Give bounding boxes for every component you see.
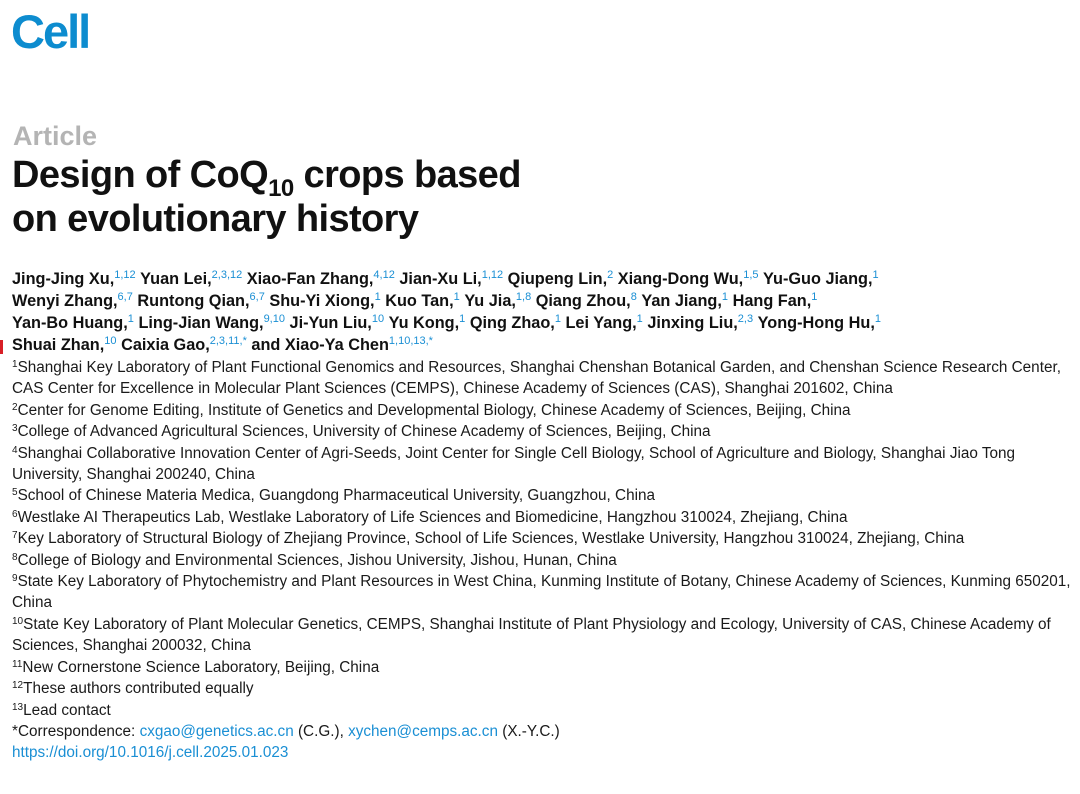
title-suffix: crops based <box>293 154 521 196</box>
author-name: Jinxing Liu, <box>647 314 738 332</box>
affiliation-number: 13 <box>12 701 24 713</box>
author <box>733 292 818 310</box>
cell-journal-logo: Cell <box>11 5 90 58</box>
red-margin-marker <box>0 340 3 354</box>
author-name: Yong-Hong Hu, <box>757 314 875 332</box>
author-name: Hang Fan, <box>732 292 812 310</box>
affiliation-number: 1 <box>12 359 18 370</box>
affiliation-text: State Key Laboratory of Phytochemistry and Plant Resources in West China, Kunming Institute of Botany, Chinese Academy of Sciences, Kunming 650201, China <box>12 573 1071 612</box>
author <box>470 314 561 332</box>
doi-link[interactable]: https://doi.org/10.1016/j.cell.2025.01.023 <box>12 744 289 762</box>
author-affiliation-sup[interactable]: 2,3,12 <box>211 269 243 281</box>
author-name: Runtong Qian, <box>137 292 250 310</box>
affiliation-item <box>12 400 1072 421</box>
affiliation-text: Shanghai Key Laboratory of Plant Functional Genomics and Resources, Shanghai Chenshan Botanical Garden, and Chenshan Science Research Center, CAS Center for Excellence in Molecular Plant Sciences (CEMPS), Chinese Academy of Sciences (CAS), Shanghai 201602, China <box>12 359 1061 398</box>
author-affiliation-sup[interactable]: 10 <box>371 313 385 325</box>
affiliation-text: Key Laboratory of Structural Biology of Zhejiang Province, School of Life Sciences, Westlake University, Hangzhou 310024, Zhejiang, China <box>17 530 965 548</box>
author <box>290 314 385 332</box>
correspondence-line <box>12 721 1072 742</box>
author <box>121 336 247 354</box>
affiliation-number: 4 <box>12 444 18 456</box>
author-row <box>12 334 1072 356</box>
author <box>140 270 242 288</box>
author-affiliation-sup[interactable]: 6,7 <box>117 291 133 303</box>
author <box>12 336 117 354</box>
author <box>565 314 642 332</box>
affiliation-item <box>12 678 1072 699</box>
article-type-label: Article <box>13 121 98 151</box>
author <box>508 270 614 288</box>
author-name: Xiao-Ya Chen <box>284 336 389 354</box>
author <box>618 270 759 288</box>
affiliation-text: State Key Laboratory of Plant Molecular Genetics, CEMPS, Shanghai Institute of Plant Physiology and Ecology, University of CAS, Chinese Academy of Sciences, Shanghai 200032, China <box>12 615 1051 655</box>
affiliation-item <box>12 507 1072 528</box>
author-name: Yu Kong, <box>388 314 460 332</box>
author-name: Yuan Lei, <box>140 270 212 288</box>
author-name: Qiang Zhou, <box>535 292 631 310</box>
author-affiliation-sup[interactable]: 9,10 <box>263 313 285 325</box>
email-link-xychen[interactable]: xychen@cemps.ac.cn <box>348 722 498 740</box>
affiliation-text: These authors contributed equally <box>23 680 254 698</box>
author-row <box>12 312 1072 334</box>
author-affiliation-sup[interactable]: 2,3,11,* <box>209 335 247 347</box>
affiliation-item <box>12 485 1072 506</box>
author-affiliation-sup[interactable]: 10 <box>104 335 117 347</box>
affiliation-number: 8 <box>12 551 18 563</box>
affiliation-text: Shanghai Collaborative Innovation Center of Agri-Seeds, Joint Center for Single Cell Biology, School of Agriculture and Biology, Shanghai Jiao Tong University, Shanghai 200240, China <box>12 444 1016 484</box>
author <box>285 336 433 354</box>
author-affiliation-sup[interactable]: 1,12 <box>114 269 136 281</box>
author <box>12 314 134 332</box>
author-name: Yu-Guo Jiang, <box>763 270 873 288</box>
author <box>647 314 753 332</box>
author <box>269 292 380 310</box>
affiliation-number: 12 <box>12 680 24 692</box>
affiliation-number: 9 <box>12 573 18 585</box>
author-affiliation-sup[interactable]: 1,5 <box>743 269 759 281</box>
title-line-2: on evolutionary history <box>12 198 419 240</box>
author <box>12 292 133 310</box>
author-name: Yan-Bo Huang, <box>12 314 128 332</box>
author-name: Caixia Gao, <box>121 336 210 354</box>
affiliation-item <box>12 528 1072 549</box>
affiliation-item <box>12 700 1072 721</box>
author <box>247 270 395 288</box>
author-affiliation-sup[interactable]: 1,10,13,* <box>388 335 433 347</box>
author <box>758 314 881 332</box>
title-subscript: 10 <box>268 175 294 202</box>
author-affiliation-sup[interactable]: 1 <box>636 313 643 325</box>
affiliation-item <box>12 421 1072 442</box>
author-name: Yu Jia, <box>464 292 516 310</box>
author-affiliation-sup[interactable]: 8 <box>630 291 637 303</box>
affiliation-text: College of Biology and Environmental Sciences, Jishou University, Jishou, Hunan, China <box>17 551 617 569</box>
title-line-1 <box>12 153 1012 202</box>
authors-conjunction: and <box>251 336 281 354</box>
affiliation-number: 11 <box>12 658 23 670</box>
author-affiliation-sup[interactable]: 1 <box>374 291 381 303</box>
author <box>536 292 637 310</box>
author <box>12 270 136 288</box>
affiliation-number: 5 <box>12 487 18 499</box>
correspondence-label: *Correspondence: <box>12 722 140 740</box>
author <box>763 270 879 288</box>
affiliation-number: 10 <box>12 615 24 627</box>
author <box>137 292 264 310</box>
affiliation-text: Westlake AI Therapeutics Lab, Westlake Laboratory of Life Sciences and Biomedicine, Hangzhou 310024, Zhejiang, China <box>17 508 848 526</box>
author-affiliation-sup[interactable]: 1 <box>453 291 460 303</box>
title-prefix: Design of CoQ <box>12 154 269 196</box>
author-name: Jian-Xu Li, <box>399 270 482 288</box>
author-name: Jing-Jing Xu, <box>12 270 115 288</box>
author-affiliation-sup[interactable]: 1 <box>127 313 134 325</box>
affiliation-number: 2 <box>12 401 18 413</box>
author-affiliation-sup[interactable]: 1 <box>721 291 729 303</box>
affiliation-text: Lead contact <box>23 701 111 719</box>
author-name: Qiupeng Lin, <box>507 270 608 288</box>
author-name: Qing Zhao, <box>469 314 555 332</box>
affiliation-text: New Cornerstone Science Laboratory, Beijing, China <box>22 658 380 676</box>
email-link-cxgao[interactable]: cxgao@genetics.ac.cn <box>139 722 294 740</box>
author-affiliation-sup[interactable]: 2 <box>607 269 614 281</box>
author-name: Kuo Tan, <box>385 292 454 310</box>
affiliation-item <box>12 657 1072 678</box>
affiliation-item <box>12 614 1072 657</box>
author-affiliation-sup[interactable]: 1 <box>811 291 818 303</box>
email2-initials: (X.-Y.C.) <box>497 722 560 740</box>
author-name: Ji-Yun Liu, <box>289 314 372 332</box>
affiliation-number: 3 <box>12 423 18 435</box>
author <box>399 270 503 288</box>
author <box>641 292 728 310</box>
author-affiliation-sup[interactable]: 4,12 <box>373 269 395 281</box>
author-name: Xiao-Fan Zhang, <box>246 270 374 288</box>
author-list <box>12 268 1072 356</box>
author-name: Ling-Jian Wang, <box>138 314 264 332</box>
author <box>385 292 460 310</box>
affiliation-text: School of Chinese Materia Medica, Guangdong Pharmaceutical University, Guangzhou, China <box>17 487 655 505</box>
affiliation-item <box>12 443 1072 486</box>
author-row <box>12 268 1072 290</box>
author <box>138 314 285 332</box>
author-name: Lei Yang, <box>565 314 637 332</box>
author-affiliation-sup[interactable]: 1 <box>874 313 882 325</box>
affiliation-item <box>12 571 1072 614</box>
affiliation-item <box>12 550 1072 571</box>
author-name: Wenyi Zhang, <box>12 292 118 310</box>
affiliation-list <box>12 357 1072 764</box>
author-name: Shuai Zhan, <box>12 336 105 354</box>
email1-initials: (C.G.), <box>293 722 349 740</box>
affiliation-number: 6 <box>12 508 18 520</box>
affiliation-text: College of Advanced Agricultural Sciences, University of Chinese Academy of Sciences, Beijing, China <box>17 423 711 441</box>
doi-line <box>12 742 1072 763</box>
author <box>389 314 466 332</box>
author-name: Xiang-Dong Wu, <box>617 270 744 288</box>
affiliation-number: 7 <box>12 530 18 542</box>
author-affiliation-sup[interactable]: 1,8 <box>515 291 532 303</box>
author-affiliation-sup[interactable]: 6,7 <box>249 291 265 303</box>
author-affiliation-sup[interactable]: 1 <box>554 313 561 325</box>
author-row <box>12 290 1072 312</box>
author-affiliation-sup[interactable]: 1 <box>872 269 879 281</box>
author-name: Yan Jiang, <box>641 292 722 310</box>
affiliation-item <box>12 357 1072 400</box>
author-affiliation-sup[interactable]: 2,3 <box>737 313 754 325</box>
author-affiliation-sup[interactable]: 1 <box>459 313 466 325</box>
affiliation-text: Center for Genome Editing, Institute of Genetics and Developmental Biology, Chinese Academy of Sciences, Beijing, China <box>17 401 851 419</box>
author <box>464 292 531 310</box>
author-affiliation-sup[interactable]: 1,12 <box>481 269 504 281</box>
article-title <box>12 153 1012 241</box>
author-name: Shu-Yi Xiong, <box>269 292 375 310</box>
